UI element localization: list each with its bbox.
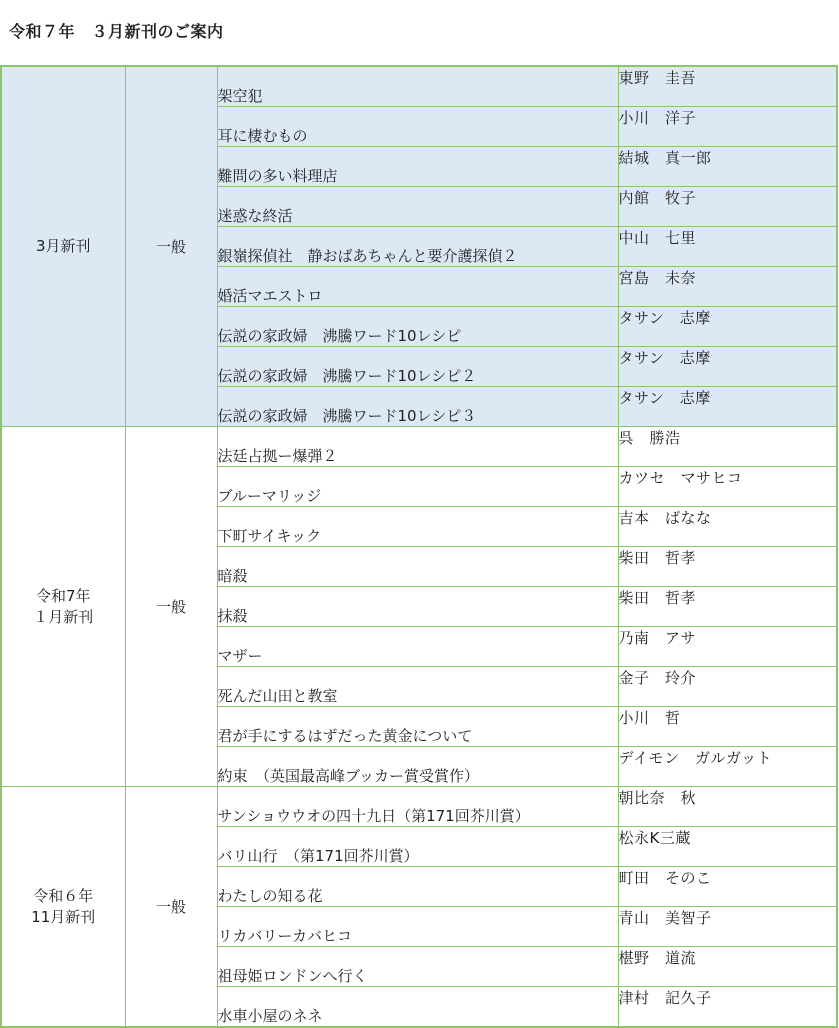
new-releases-table: [0, 65, 838, 1028]
book-title-cell: 約束 （英国最高峰ブッカー賞受賞作）: [217, 747, 618, 787]
author-cell: 朝比奈 秋: [618, 787, 837, 827]
author-cell: 東野 圭吾: [618, 66, 837, 107]
author-cell: 柴田 哲孝: [618, 547, 837, 587]
book-title-cell: 伝説の家政婦 沸騰ワード10レシピ３: [217, 387, 618, 427]
book-title-cell: 死んだ山田と教室: [217, 667, 618, 707]
page-title: 令和７年 ３月新刊のご案内: [9, 22, 224, 41]
author-cell: タサン 志摩: [618, 307, 837, 347]
book-title-cell: 伝説の家政婦 沸騰ワード10レシピ２: [217, 347, 618, 387]
author-cell: 結城 真一郎: [618, 147, 837, 187]
book-title-cell: 銀嶺探偵社 静おばあちゃんと要介護探偵２: [217, 227, 618, 267]
author-cell: 青山 美智子: [618, 907, 837, 947]
genre-cell: 一般: [125, 427, 217, 787]
author-cell: 松永K三蔵: [618, 827, 837, 867]
book-title-cell: 水車小屋のネネ: [217, 987, 618, 1028]
book-title-cell: 法廷占拠ー爆弾２: [217, 427, 618, 467]
book-title-cell: 伝説の家政婦 沸騰ワード10レシピ: [217, 307, 618, 347]
book-title-cell: リカバリーカバヒコ: [217, 907, 618, 947]
author-cell: カツセ マサヒコ: [618, 467, 837, 507]
book-title-cell: わたしの知る花: [217, 867, 618, 907]
book-title-cell: 難問の多い料理店: [217, 147, 618, 187]
genre-cell: 一般: [125, 66, 217, 427]
book-title-cell: 暗殺: [217, 547, 618, 587]
book-title-cell: サンショウウオの四十九日（第171回芥川賞）: [217, 787, 618, 827]
author-cell: 柴田 哲孝: [618, 587, 837, 627]
author-cell: デイモン ガルガット: [618, 747, 837, 787]
release-period-cell: 3月新刊: [1, 66, 125, 427]
table-row: [1, 787, 837, 827]
book-title-cell: ブルーマリッジ: [217, 467, 618, 507]
author-cell: 吉本 ばなな: [618, 507, 837, 547]
author-cell: 津村 記久子: [618, 987, 837, 1028]
author-cell: 金子 玲介: [618, 667, 837, 707]
author-cell: 椹野 道流: [618, 947, 837, 987]
genre-cell: 一般: [125, 787, 217, 1028]
author-cell: 乃南 アサ: [618, 627, 837, 667]
author-cell: タサン 志摩: [618, 347, 837, 387]
book-title-cell: バリ山行 （第171回芥川賞）: [217, 827, 618, 867]
author-cell: 小川 哲: [618, 707, 837, 747]
book-title-cell: 祖母姫ロンドンへ行く: [217, 947, 618, 987]
new-releases-table-body: [1, 66, 837, 1027]
author-cell: 町田 そのこ: [618, 867, 837, 907]
author-cell: タサン 志摩: [618, 387, 837, 427]
book-title-cell: マザー: [217, 627, 618, 667]
book-title-cell: 架空犯: [217, 66, 618, 107]
release-period-cell: 令和7年 １月新刊: [1, 427, 125, 787]
author-cell: 小川 洋子: [618, 107, 837, 147]
author-cell: 宮島 未奈: [618, 267, 837, 307]
book-title-cell: 婚活マエストロ: [217, 267, 618, 307]
author-cell: 内館 牧子: [618, 187, 837, 227]
book-title-cell: 抹殺: [217, 587, 618, 627]
book-title-cell: 耳に棲むもの: [217, 107, 618, 147]
book-title-cell: 下町サイキック: [217, 507, 618, 547]
author-cell: 呉 勝浩: [618, 427, 837, 467]
book-title-cell: 君が手にするはずだった黄金について: [217, 707, 618, 747]
table-row: [1, 66, 837, 107]
book-title-cell: 迷惑な終活: [217, 187, 618, 227]
author-cell: 中山 七里: [618, 227, 837, 267]
release-period-cell: 令和６年 11月新刊: [1, 787, 125, 1028]
table-row: [1, 427, 837, 467]
